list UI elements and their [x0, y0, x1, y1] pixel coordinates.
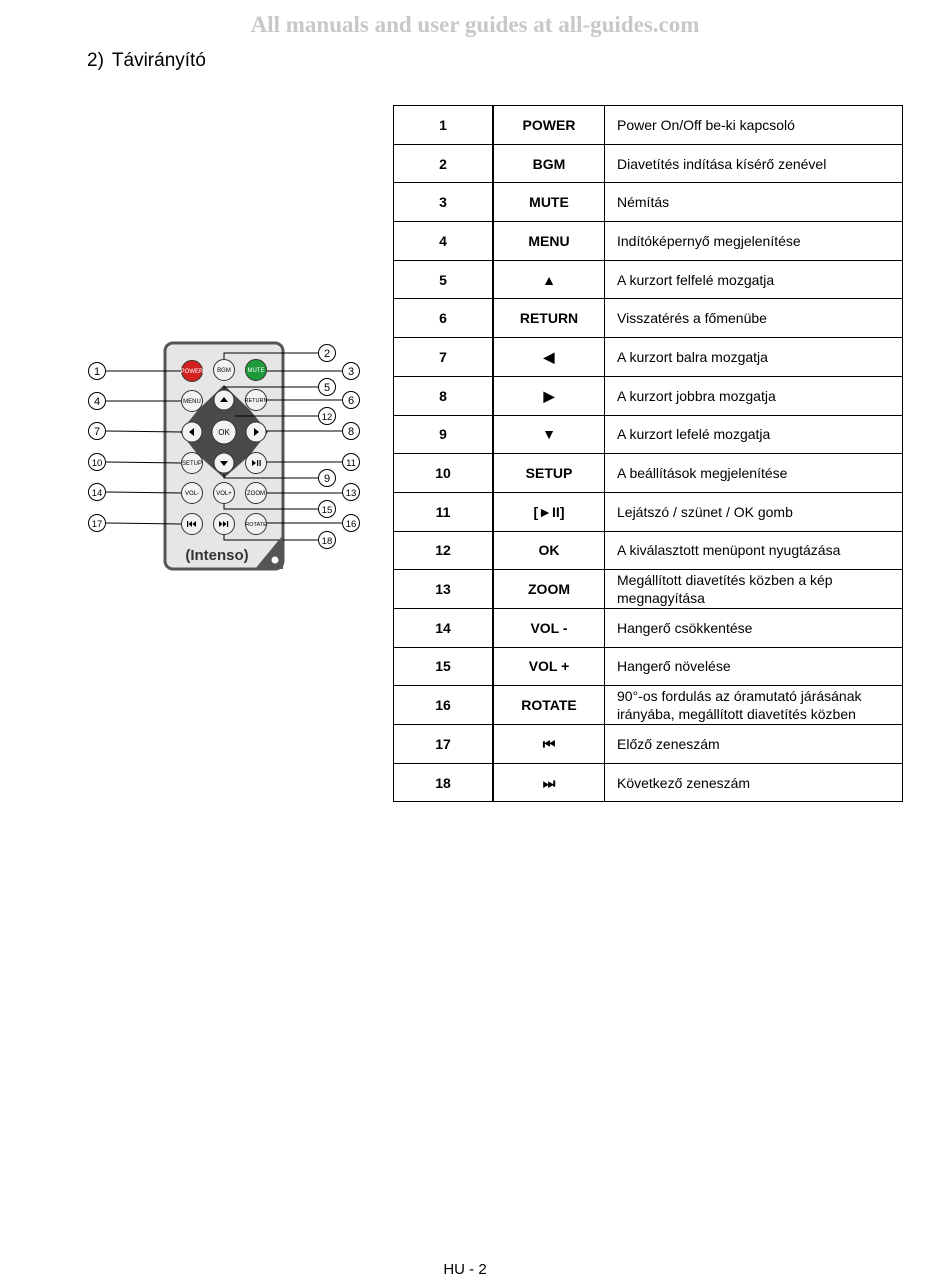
power-button-label: POWER [180, 369, 204, 375]
row-key: VOL + [493, 647, 605, 686]
row-description: Lejátszó / szünet / OK gomb [605, 492, 903, 531]
page-number: HU - 2 [443, 1261, 487, 1278]
row-key-up-arrow-icon: ▲ [493, 260, 605, 299]
table-row [394, 106, 903, 145]
row-key: VOL - [493, 608, 605, 647]
row-key: MENU [493, 222, 605, 261]
callout-8: 8 [347, 426, 355, 438]
row-number: 1 [394, 106, 494, 145]
ok-button-label: OK [218, 428, 230, 437]
callout-9: 9 [323, 473, 331, 485]
row-number: 17 [394, 725, 494, 764]
row-description: A beállítások megjelenítése [605, 454, 903, 493]
table-row [394, 531, 903, 570]
row-key: SETUP [493, 454, 605, 493]
return-button-label: RETURN [244, 398, 268, 404]
brand-logo: (Intenso) [185, 547, 249, 564]
table-row [394, 686, 903, 725]
row-number: 2 [394, 144, 494, 183]
row-description: 90°-os fordulás az óramutató járásának irányába, megállított diavetítés közben [605, 686, 903, 725]
callout-5: 5 [323, 382, 331, 394]
key-table-body [394, 106, 903, 802]
row-description: A kurzort lefelé mozgatja [605, 415, 903, 454]
row-key: POWER [493, 106, 605, 145]
row-key-right-arrow-icon: ▶ [493, 376, 605, 415]
table-row [394, 492, 903, 531]
menu-button-label: MENU [183, 399, 201, 405]
row-number: 5 [394, 260, 494, 299]
rotate-button-label: ROTATE [245, 522, 267, 528]
callout-4: 4 [93, 396, 101, 408]
callout-12: 12 [321, 412, 333, 423]
table-row [394, 763, 903, 802]
callout-16: 16 [345, 519, 357, 530]
bgm-button-label: BGM [217, 368, 231, 374]
table-row [394, 454, 903, 493]
mute-button-label: MUTE [247, 368, 265, 374]
table-row [394, 376, 903, 415]
row-key-play-pause-icon: [►II] [493, 492, 605, 531]
table-row [394, 608, 903, 647]
table-row [394, 222, 903, 261]
callout-1: 1 [93, 366, 101, 378]
callout-10: 10 [91, 458, 103, 469]
remote-key-table [393, 105, 903, 802]
row-key: BGM [493, 144, 605, 183]
row-description: A kurzort felfelé mozgatja [605, 260, 903, 299]
row-number: 13 [394, 570, 494, 609]
row-number: 7 [394, 338, 494, 377]
row-key: ROTATE [493, 686, 605, 725]
row-description: Power On/Off be-ki kapcsoló [605, 106, 903, 145]
row-number: 10 [394, 454, 494, 493]
section-heading [87, 50, 206, 72]
row-description: A kurzort jobbra mozgatja [605, 376, 903, 415]
row-description: Indítóképernyő megjelenítése [605, 222, 903, 261]
remote-control-illustration [85, 340, 375, 575]
callout-2: 2 [323, 348, 331, 360]
row-description: Hangerő csökkentése [605, 608, 903, 647]
vol-minus-button-label: VOL- [184, 491, 200, 497]
row-description: A kiválasztott menüpont nyugtázása [605, 531, 903, 570]
table-row [394, 144, 903, 183]
callout-18: 18 [321, 536, 333, 547]
row-description: Diavetítés indítása kísérő zenével [605, 144, 903, 183]
zoom-button-label: ZOOM [247, 491, 265, 497]
table-row [394, 183, 903, 222]
section-title: Távirányító [111, 50, 206, 71]
table-row [394, 647, 903, 686]
row-number: 8 [394, 376, 494, 415]
table-row [394, 260, 903, 299]
callout-17: 17 [91, 519, 103, 530]
callout-6: 6 [347, 395, 355, 407]
row-number: 6 [394, 299, 494, 338]
row-description: A kurzort balra mozgatja [605, 338, 903, 377]
row-key: ZOOM [493, 570, 605, 609]
table-row [394, 415, 903, 454]
callout-7: 7 [93, 426, 101, 438]
callout-11: 11 [346, 458, 356, 469]
table-row [394, 338, 903, 377]
row-description: Visszatérés a főmenübe [605, 299, 903, 338]
callout-13: 13 [345, 488, 357, 499]
row-description: Hangerő növelése [605, 647, 903, 686]
row-key-down-arrow-icon: ▼ [493, 415, 605, 454]
row-key: OK [493, 531, 605, 570]
row-key: MUTE [493, 183, 605, 222]
row-description: Következő zeneszám [605, 763, 903, 802]
table-row [394, 725, 903, 764]
row-number: 14 [394, 608, 494, 647]
row-key-left-arrow-icon: ◀ [493, 338, 605, 377]
row-key: RETURN [493, 299, 605, 338]
row-number: 4 [394, 222, 494, 261]
row-number: 15 [394, 647, 494, 686]
table-row [394, 299, 903, 338]
row-description: Előző zeneszám [605, 725, 903, 764]
row-key-previous-track-icon: ⏮ [493, 725, 605, 764]
table-row [394, 570, 903, 609]
callout-14: 14 [91, 488, 103, 499]
row-key-next-track-icon: ⏭ [493, 763, 605, 802]
vol-plus-button-label: VOL+ [216, 491, 232, 497]
callout-3: 3 [347, 366, 355, 378]
row-number: 16 [394, 686, 494, 725]
row-number: 3 [394, 183, 494, 222]
row-description: Megállított diavetítés közben a kép megnagyítása [605, 570, 903, 609]
row-number: 12 [394, 531, 494, 570]
row-number: 9 [394, 415, 494, 454]
row-number: 11 [394, 492, 494, 531]
row-description: Némítás [605, 183, 903, 222]
setup-button-label: SETUP [181, 461, 203, 467]
callout-15: 15 [321, 505, 333, 516]
watermark: All manuals and user guides at all-guides.com [250, 12, 700, 37]
row-number: 18 [394, 763, 494, 802]
section-number: 2) [87, 50, 104, 71]
